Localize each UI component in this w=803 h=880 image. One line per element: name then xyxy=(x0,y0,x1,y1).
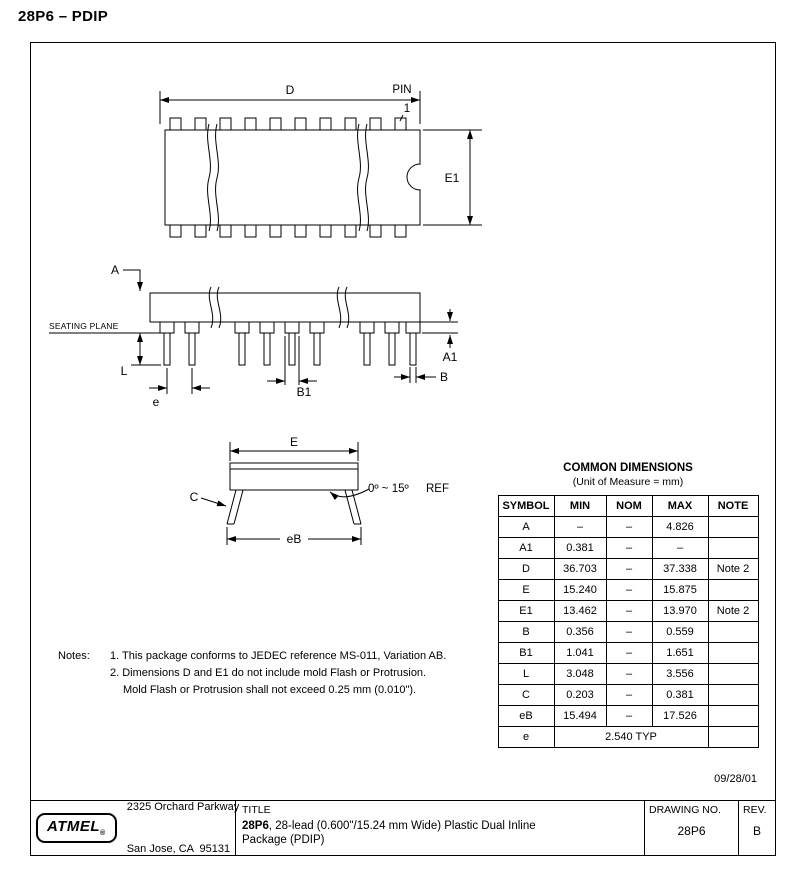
drawing-number-cell xyxy=(644,801,738,855)
dim-cell: 1.041 xyxy=(554,643,606,664)
dim-cell: L xyxy=(498,664,554,685)
dimension-B xyxy=(394,367,436,383)
table-header-row xyxy=(498,496,758,517)
dim-cell: E xyxy=(498,580,554,601)
dim-cell xyxy=(708,643,758,664)
package-end-view-drawing xyxy=(180,435,460,550)
dim-cell: 15.875 xyxy=(652,580,708,601)
a1-dimension-label: A1 xyxy=(442,350,458,364)
note-line-1: 1. This package conforms to JEDEC reference MS-011, Variation AB. xyxy=(110,650,447,662)
address-line-2: San Jose, CA 95131 xyxy=(126,843,231,855)
d-dimension-label: D xyxy=(285,83,295,97)
col-header-max: MAX xyxy=(652,496,708,517)
package-body xyxy=(165,130,420,225)
table-row xyxy=(498,622,758,643)
dim-cell: B1 xyxy=(498,643,554,664)
dim-cell: – xyxy=(606,538,652,559)
drawing-title-part-number: 28P6 xyxy=(242,820,269,832)
a-dimension-label: A xyxy=(110,263,120,277)
dim-cell: – xyxy=(606,643,652,664)
common-dimensions-section xyxy=(497,462,759,748)
package-side-view-drawing xyxy=(45,255,465,410)
table-row xyxy=(498,643,758,664)
company-address xyxy=(127,772,240,880)
dim-cell xyxy=(708,685,758,706)
dim-cell: E1 xyxy=(498,601,554,622)
dim-cell: A xyxy=(498,517,554,538)
dim-cell: 37.338 xyxy=(652,559,708,580)
dim-cell: 15.240 xyxy=(554,580,606,601)
l-dimension-label: L xyxy=(120,364,128,378)
table-subtitle: (Unit of Measure = mm) xyxy=(572,476,684,488)
dimension-B1 xyxy=(267,336,317,385)
title-block xyxy=(31,800,775,855)
revision-label: REV. xyxy=(743,804,767,816)
col-header-min: MIN xyxy=(554,496,606,517)
dim-cell: – xyxy=(606,706,652,727)
drawing-frame xyxy=(30,42,776,856)
dim-cell: – xyxy=(606,580,652,601)
title-cell xyxy=(235,801,644,855)
dim-cell: 3.556 xyxy=(652,664,708,685)
dim-cell: 4.826 xyxy=(652,517,708,538)
notes-section xyxy=(58,648,446,699)
dim-cell: – xyxy=(606,517,652,538)
dim-cell: eB xyxy=(498,706,554,727)
title-label: TITLE xyxy=(242,804,271,816)
col-header-nom: NOM xyxy=(606,496,652,517)
table-row xyxy=(498,538,758,559)
c-leader xyxy=(201,498,226,506)
dim-cell: 0.356 xyxy=(554,622,606,643)
left-lead xyxy=(227,490,243,524)
atmel-logo xyxy=(36,813,117,843)
end-view-geometry xyxy=(201,442,369,545)
revision-value: B xyxy=(752,824,761,838)
dimensions-table xyxy=(498,495,759,748)
eb-dimension-label: eB xyxy=(286,532,302,546)
pin-label: PIN xyxy=(392,84,412,96)
notes-items xyxy=(110,648,446,699)
dim-cell: D xyxy=(498,559,554,580)
e-pitch-label: e xyxy=(152,395,160,409)
side-view-geometry xyxy=(49,270,458,394)
package-body-end xyxy=(230,463,358,490)
seating-plane-label: SEATING PLANE xyxy=(49,321,119,331)
dim-cell xyxy=(708,622,758,643)
revision-cell xyxy=(738,801,775,855)
dim-cell: Note 2 xyxy=(708,559,758,580)
top-view-geometry xyxy=(160,91,482,237)
dim-cell: – xyxy=(606,622,652,643)
b1-dimension-label: B1 xyxy=(296,385,312,399)
package-body-side xyxy=(150,293,420,322)
break-lines xyxy=(208,124,369,231)
e-dimension-label: E xyxy=(289,435,299,449)
c-dimension-label: C xyxy=(189,490,199,504)
pin-number-label: 1 xyxy=(403,103,411,115)
dimension-e xyxy=(149,368,210,394)
table-row xyxy=(498,517,758,538)
company-cell xyxy=(31,801,240,855)
dim-cell xyxy=(708,517,758,538)
dim-cell: 0.381 xyxy=(652,685,708,706)
page-title: 28P6 – PDIP xyxy=(18,8,109,25)
note-line-2: 2. Dimensions D and E1 do not include mold Flash or Protrusion. xyxy=(110,667,427,679)
table-title: COMMON DIMENSIONS xyxy=(563,462,693,474)
dimension-A1 xyxy=(420,309,458,348)
lead-tips xyxy=(164,333,416,365)
dim-cell xyxy=(708,580,758,601)
dim-cell: 1.651 xyxy=(652,643,708,664)
dim-cell: Note 2 xyxy=(708,601,758,622)
col-header-symbol: SYMBOL xyxy=(498,496,554,517)
table-row xyxy=(498,706,758,727)
address-line-1: 2325 Orchard Parkway xyxy=(126,801,240,813)
table-row xyxy=(498,559,758,580)
dim-cell xyxy=(708,538,758,559)
angle-label: 0º ~ 15º xyxy=(368,483,409,495)
table-row xyxy=(498,664,758,685)
table-row xyxy=(498,601,758,622)
drawing-number-label: DRAWING NO. xyxy=(649,804,721,816)
dim-cell: B xyxy=(498,622,554,643)
bottom-pin-row xyxy=(170,225,406,237)
dim-cell: – xyxy=(606,559,652,580)
dim-cell: – xyxy=(652,538,708,559)
table-row-e xyxy=(498,727,758,748)
note-line-2-continued: Mold Flash or Protrusion shall not exceed 0.25 mm (0.010"). xyxy=(123,684,417,696)
b-dimension-label: B xyxy=(440,370,449,384)
drawing-title xyxy=(242,820,562,847)
pin1-notch xyxy=(407,164,420,190)
drawing-title-description: , 28-lead (0.600"/15.24 mm Wide) Plastic Dual Inline Package (PDIP) xyxy=(242,820,536,846)
dim-cell xyxy=(708,664,758,685)
registered-mark-icon: ® xyxy=(100,830,106,837)
dim-cell xyxy=(708,706,758,727)
dim-cell: e xyxy=(498,727,554,748)
dim-cell: – xyxy=(606,664,652,685)
logo-text: ATMEL xyxy=(47,818,101,835)
package-top-view-drawing xyxy=(130,80,500,250)
col-header-note: NOTE xyxy=(708,496,758,517)
dim-cell: 0.559 xyxy=(652,622,708,643)
drawing-number-value: 28P6 xyxy=(677,824,706,838)
ref-label: REF xyxy=(426,483,449,495)
dim-cell-span: 2.540 TYP xyxy=(554,727,708,748)
lead-shoulders xyxy=(160,322,420,333)
revision-date: 09/28/01 xyxy=(714,773,757,785)
dim-cell: 15.494 xyxy=(554,706,606,727)
dim-cell xyxy=(708,727,758,748)
dim-cell: – xyxy=(606,601,652,622)
dim-cell: 17.526 xyxy=(652,706,708,727)
dim-cell: 13.462 xyxy=(554,601,606,622)
dim-cell: 13.970 xyxy=(652,601,708,622)
table-row xyxy=(498,685,758,706)
e1-dimension-label: E1 xyxy=(444,171,460,185)
dim-cell: – xyxy=(554,517,606,538)
dim-cell: 3.048 xyxy=(554,664,606,685)
dim-cell: – xyxy=(606,685,652,706)
dim-cell: 0.203 xyxy=(554,685,606,706)
dimension-A xyxy=(123,270,140,291)
notes-label: Notes: xyxy=(58,650,90,662)
dim-cell: 0.381 xyxy=(554,538,606,559)
dimension-L xyxy=(131,333,161,365)
dim-cell: C xyxy=(498,685,554,706)
table-row xyxy=(498,580,758,601)
dim-cell: 36.703 xyxy=(554,559,606,580)
dim-cell: A1 xyxy=(498,538,554,559)
top-pin-row xyxy=(170,118,406,130)
